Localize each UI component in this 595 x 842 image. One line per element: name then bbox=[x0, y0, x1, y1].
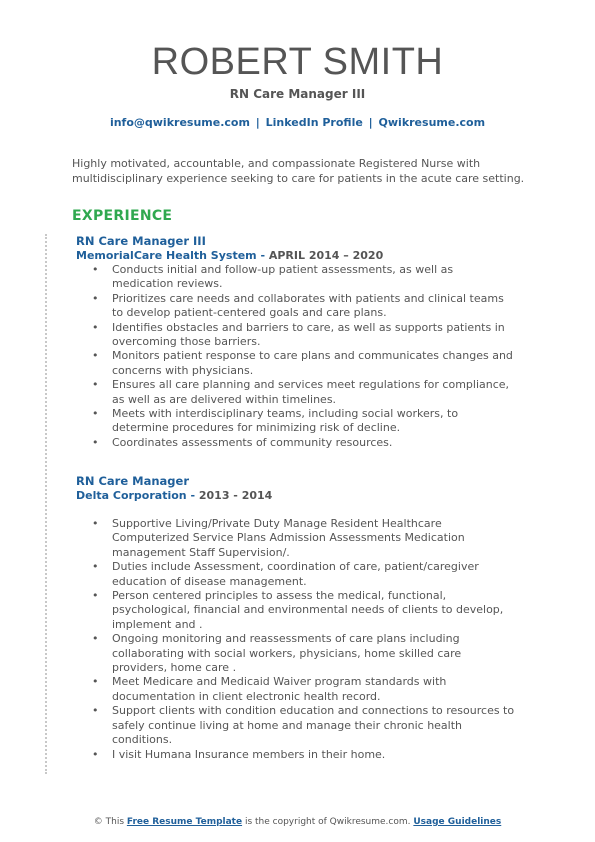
experience-heading: EXPERIENCE bbox=[72, 208, 173, 224]
separator: | bbox=[368, 116, 373, 129]
footer bbox=[0, 817, 595, 827]
candidate-name: ROBERT SMITH bbox=[151, 41, 444, 83]
bullet-item: • Support clients with condition education and connections to resources to safely continue living at home and manage their chronic health conditions. bbox=[76, 704, 516, 747]
bullet-item: • Monitors patient response to care plans and communicates changes and concerns with physicians. bbox=[76, 349, 516, 378]
job-dates: 2013 - 2014 bbox=[198, 489, 273, 502]
job-bullets bbox=[76, 517, 516, 762]
dash: - bbox=[186, 489, 199, 502]
website-link[interactable]: Qwikresume.com bbox=[378, 116, 486, 129]
free-template-link[interactable]: Free Resume Template bbox=[126, 817, 243, 827]
job-entry bbox=[76, 474, 516, 762]
footer-middle: is the copyright of Qwikresume.com. bbox=[242, 817, 414, 827]
bullet-item: • Conducts initial and follow-up patient assessments, as well as medication reviews. bbox=[76, 263, 516, 292]
bullet-item: • Supportive Living/Private Duty Manage Resident Healthcare Computerized Service Plans Admission Assessments Medication management Staff Supervision/. bbox=[76, 517, 516, 560]
separator: | bbox=[255, 116, 260, 129]
job-dates: APRIL 2014 – 2020 bbox=[268, 249, 384, 262]
company-name: MemorialCare Health System bbox=[76, 249, 257, 262]
job-title-headline: RN Care Manager III bbox=[229, 87, 366, 101]
job-title: RN Care Manager bbox=[76, 474, 190, 488]
bullet-item: • I visit Humana Insurance members in their home. bbox=[76, 748, 516, 762]
summary-text: Highly motivated, accountable, and compassionate Registered Nurse with multidisciplinary experience seeking to care for patients in the acute care setting. bbox=[72, 157, 525, 185]
job-bullets bbox=[76, 263, 516, 450]
bullet-item: • Duties include Assessment, coordination of care, patient/caregiver education of disease management. bbox=[76, 560, 516, 589]
linkedin-link[interactable]: LinkedIn Profile bbox=[265, 116, 363, 129]
company-name: Delta Corporation bbox=[76, 489, 187, 502]
email-link[interactable]: info@qwikresume.com bbox=[109, 116, 250, 129]
bullet-item: • Meets with interdisciplinary teams, including social workers, to determine procedures for minimizing risk of decline. bbox=[76, 407, 516, 436]
usage-guidelines-link[interactable]: Usage Guidelines bbox=[413, 817, 502, 827]
footer-prefix: © This bbox=[93, 817, 127, 827]
job-company-line bbox=[76, 488, 516, 503]
job-company-line bbox=[76, 248, 516, 263]
job-title: RN Care Manager III bbox=[76, 234, 206, 248]
section-divider bbox=[45, 234, 47, 774]
bullet-item: • Prioritizes care needs and collaborates with patients and clinical teams to develop patient-centered goals and care plans. bbox=[76, 292, 516, 321]
bullet-item: • Meet Medicare and Medicaid Waiver program standards with documentation in client electronic health record. bbox=[76, 675, 516, 704]
job-entry bbox=[76, 234, 516, 450]
dash: - bbox=[256, 249, 269, 262]
bullet-item: • Ensures all care planning and services meet regulations for compliance, as well as are delivered within timelines. bbox=[76, 378, 516, 407]
bullet-item: • Person centered principles to assess the medical, functional, psychological, financial and environmental needs of clients to develop, implement and . bbox=[76, 589, 516, 632]
bullet-item: • Identifies obstacles and barriers to care, as well as supports patients in overcoming those barriers. bbox=[76, 321, 516, 350]
contact-links bbox=[0, 116, 595, 129]
bullet-item: • Ongoing monitoring and reassessments of care plans including collaborating with social workers, physicians, home skilled care providers, home care . bbox=[76, 632, 516, 675]
bullet-item: • Coordinates assessments of community resources. bbox=[76, 436, 516, 450]
